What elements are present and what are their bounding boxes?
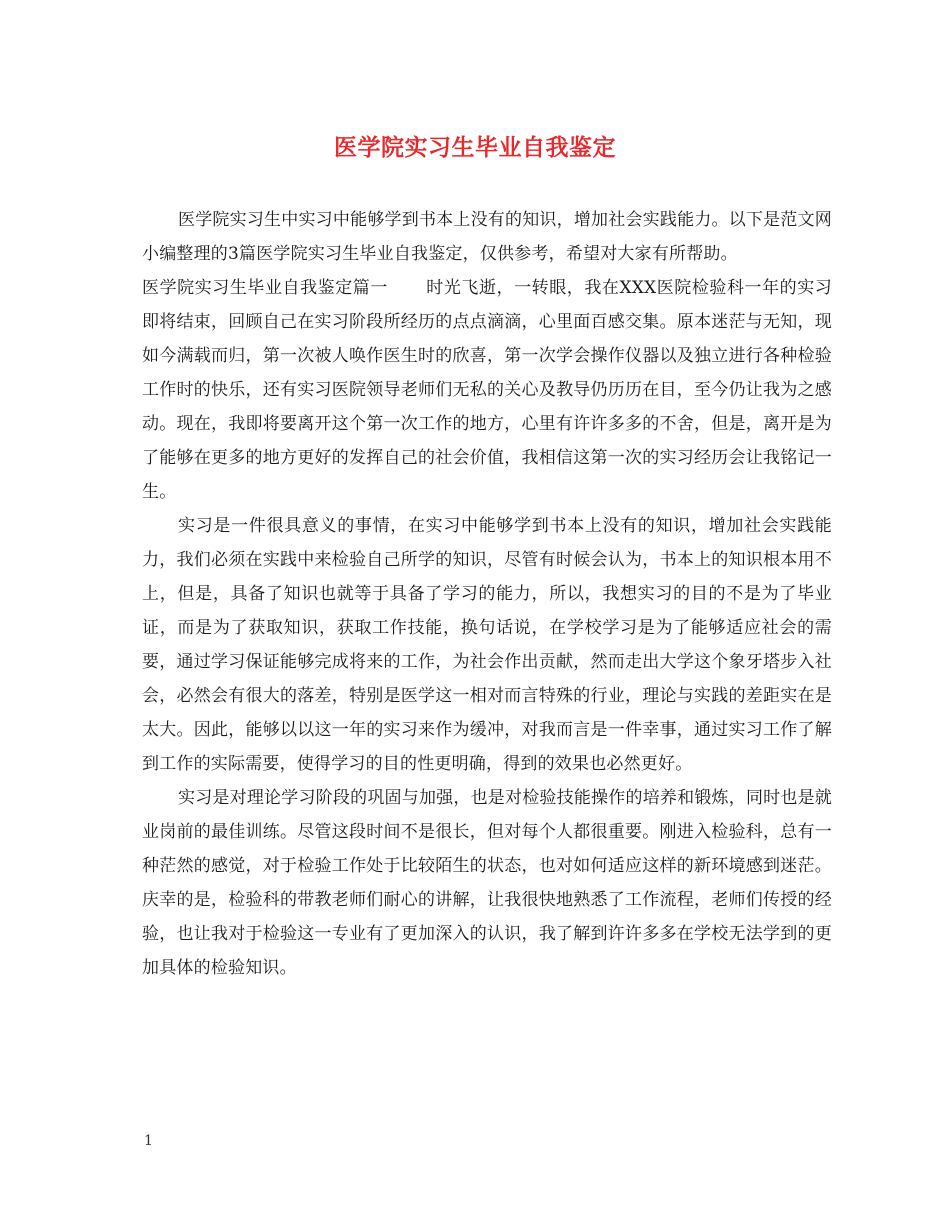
paragraph-3: 实习是对理论学习阶段的巩固与加强，也是对检验技能操作的培养和锻炼，同时也是就业岗前的最佳训练。尽管这段时间不是很长，但对每个人都很重要。刚进入检验科，总有一种茫然的感觉，对于检验工作处于比较陌生的状态，也对如何适应这样的新环境感到迷茫。庆幸的是，检验科的带教老师们耐心的讲解，让我很快地熟悉了工作流程，老师们传授的经验，也让我对于检验这一专业有了更加深入的认识，我了解到许许多多在学校无法学到的更加具体的检验知识。	[142, 788, 832, 978]
paragraph-1: 时光飞逝，一转眼，我在XXX医院检验科一年的实习即将结束，回顾自己在实习阶段所经历的点点滴滴，心里面百感交集。原本迷茫与无知，现如今满载而归，第一次被人唤作医生时的欣喜，第一次学会操作仪器以及独立进行各种检验工作时的快乐，还有实习医院领导老师们无私的关心及教导仍历历在目，至今仍让我为之感动。现在，我即将要离开这个第一次工作的地方，心里有许许多多的不舍，但是，离开是为了能够在更多的地方更好的发挥自己的社会价值，我相信这第一次的实习经历会让我铭记一生。	[142, 278, 832, 502]
paragraph-2: 实习是一件很具意义的事情，在实习中能够学到书本上没有的知识，增加社会实践能力，我们必须在实践中来检验自己所学的知识，尽管有时候会认为，书本上的知识根本用不上，但是，具备了知识也就等于具备了学习的能力，所以，我想实习的目的不是为了毕业证，而是为了获取知识，获取工作技能，换句话说，在学校学习是为了能够适应社会的需要，通过学习保证能够完成将来的工作，为社会作出贡献，然而走出大学这个象牙塔步入社会，必然会有很大的落差，特别是医学这一相对而言特殊的行业，理论与实践的差距实在是太大。因此，能够以以这一年的实习来作为缓冲，对我而言是一件幸事，通过实习工作了解到工作的实际需要，使得学习的目的性更明确，得到的效果也必然更好。	[142, 516, 832, 774]
document-body	[142, 203, 832, 985]
section-1-paragraph	[142, 271, 832, 509]
page-number: 1	[144, 1133, 153, 1149]
document-title: 医学院实习生毕业自我鉴定	[334, 135, 616, 161]
section-heading: 医学院实习生毕业自我鉴定篇一	[142, 278, 388, 298]
intro-paragraph: 医学院实习生中实习中能够学到书本上没有的知识，增加社会实践能力。以下是范文网小编整理的3篇医学院实习生毕业自我鉴定，仅供参考，希望对大家有所帮助。	[142, 210, 832, 264]
